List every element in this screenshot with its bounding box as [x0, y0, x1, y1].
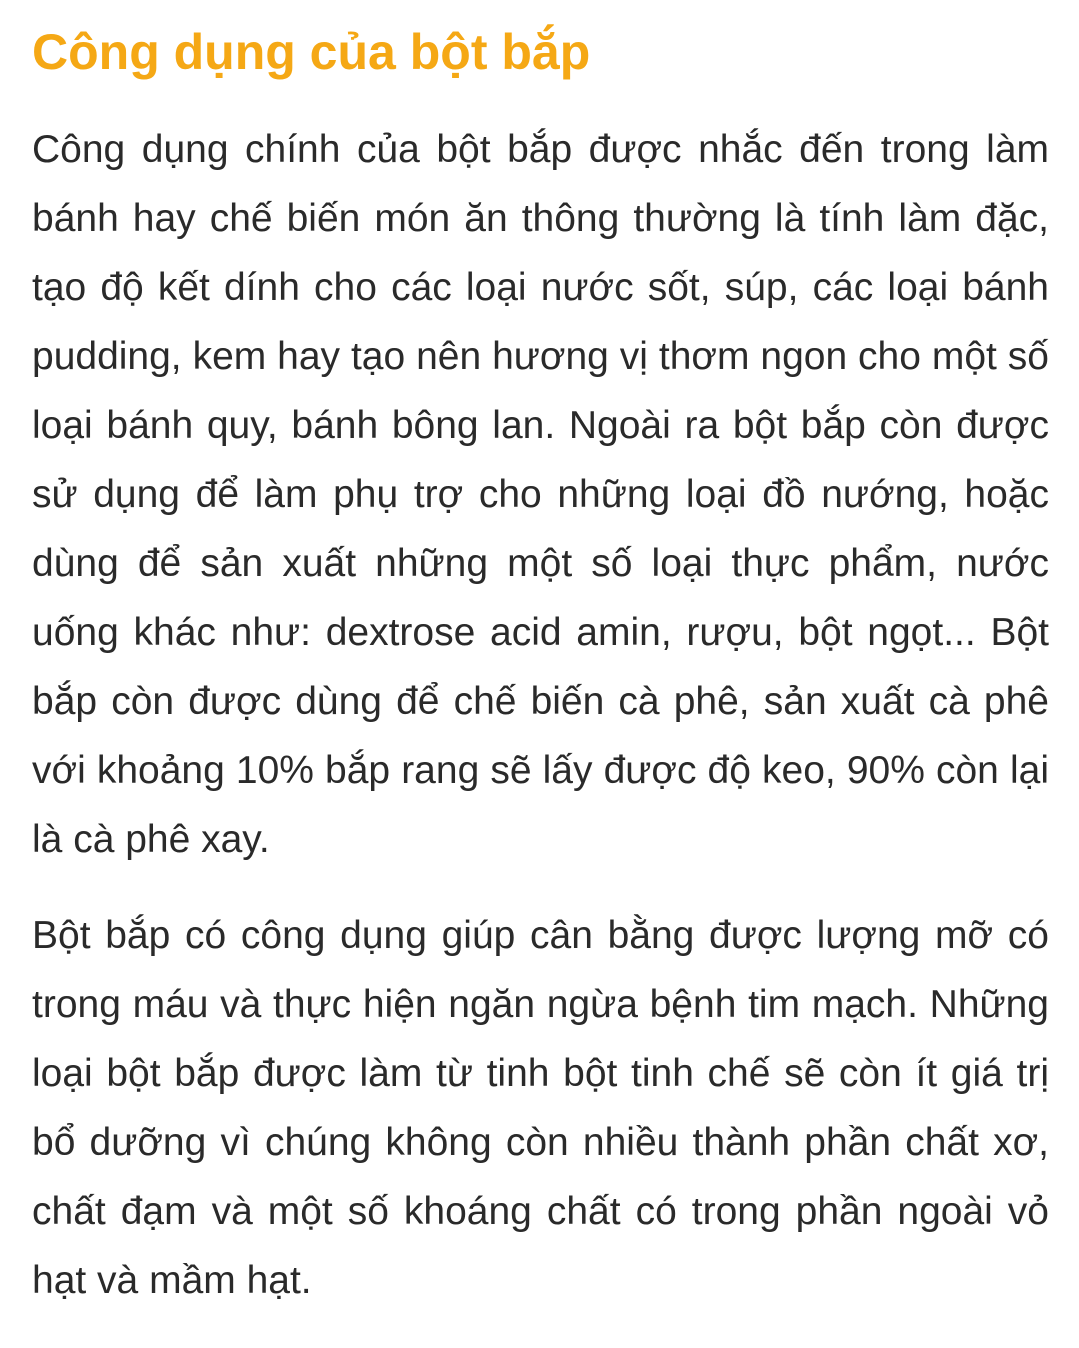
article-paragraph-2: Bột bắp có công dụng giúp cân bằng được lượng mỡ có trong máu và thực hiện ngăn ngừa bệnh tim mạch. Những loại bột bắp được làm từ tinh bột tinh chế sẽ còn ít giá trị bổ dưỡng vì chúng không còn nhiều thành phần chất xơ, chất đạm và một số khoáng chất có trong phần ngoài vỏ hạt và mầm hạt.	[32, 914, 1049, 1302]
article-paragraph-1: Công dụng chính của bột bắp được nhắc đến trong làm bánh hay chế biến món ăn thông thường là tính làm đặc, tạo độ kết dính cho các loại nước sốt, súp, các loại bánh pudding, kem hay tạo nên hương vị thơm ngon cho một số loại bánh quy, bánh bông lan. Ngoài ra bột bắp còn được sử dụng để làm phụ trợ cho những loại đồ nướng, hoặc dùng để sản xuất những một số loại thực phẩm, nước uống khác như: dextrose acid amin, rượu, bột ngọt... Bột bắp còn được dùng để chế biến cà phê, sản xuất cà phê với khoảng 10% bắp rang sẽ lấy được độ keo, 90% còn lại là cà phê xay.	[32, 128, 1049, 861]
article	[32, 20, 1049, 1315]
article-title: Công dụng của bột bắp	[32, 24, 591, 80]
